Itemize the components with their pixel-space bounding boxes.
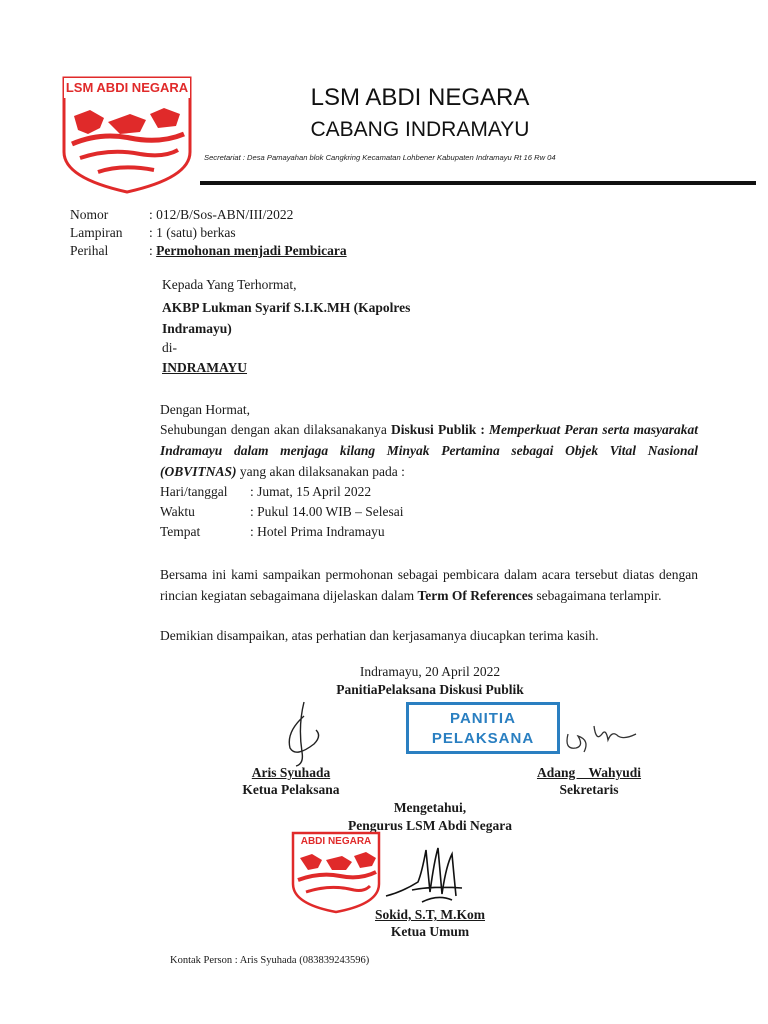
nomor-value: : 012/B/Sos-ABN/III/2022: [149, 207, 294, 222]
schedule-date-label: Hari/tanggal: [160, 484, 228, 499]
paragraph-event: [160, 419, 698, 482]
lampiran-value: : 1 (satu) berkas: [149, 225, 236, 240]
recipient-di: di-: [162, 340, 177, 355]
signer2-role: Sekretaris: [559, 782, 619, 797]
par2-tail: sebagaimana terlampir.: [532, 588, 662, 603]
chair-role: Ketua Umum: [390, 924, 470, 939]
recipient-city: INDRAMAYU: [162, 360, 248, 375]
secretariat-address: Secretariat : Desa Pamayahan blok Cangkring Kecamatan Lohbener Kabupaten Indramayu Rt 16 Rw 04: [204, 153, 556, 162]
contact-person: Kontak Person : Aris Syuhada (083839243596): [170, 955, 370, 966]
signature-aris: [268, 696, 338, 770]
signature-sokid: [382, 842, 466, 908]
nomor-label: Nomor: [70, 207, 109, 222]
perihal-value: Permohonan menjadi Pembicara: [156, 243, 347, 258]
salutation-line: Kepada Yang Terhormat,: [162, 277, 297, 292]
logo-text: LSM ABDI NEGARA: [65, 80, 189, 95]
par1-tail: yang akan dilaksanakan pada :: [236, 464, 405, 479]
chair-name: Sokid, S.T, M.Kom: [374, 907, 486, 922]
perihal-colon: :: [149, 243, 157, 258]
signer2-name: Adang Wahyudi: [536, 765, 642, 780]
paragraph-request: [160, 564, 698, 606]
organization-logo: [60, 74, 194, 194]
par1-event-label: Diskusi Publik :: [391, 422, 490, 437]
committee-title: PanitiaPelaksana Diskusi Publik: [336, 682, 524, 697]
place-date: Indramayu, 20 April 2022: [359, 664, 501, 679]
par1-lead: Sehubungan dengan akan dilaksanakanya: [160, 422, 392, 437]
schedule-date-value: : Jumat, 15 April 2022: [250, 484, 372, 499]
schedule-place-value: : Hotel Prima Indramayu: [250, 524, 385, 539]
perihal-label: Perihal: [70, 243, 109, 258]
board-logo: [290, 830, 382, 914]
committee-stamp: [406, 702, 560, 754]
organization-name: LSM ABDI NEGARA: [310, 84, 530, 111]
par1-event-title: Memperkuat Peran serta masyarakat Indramayu dalam menjaga kilang Minyak Pertamina sebagai Objek Vital Nasional (OBVITNAS): [160, 422, 698, 479]
signer1-name: Aris Syuhada: [251, 765, 331, 780]
signer1-role: Ketua Pelaksana: [242, 782, 340, 797]
paragraph-closing: Demikian disampaikan, atas perhatian dan kerjasamanya diucapkan terima kasih.: [160, 628, 599, 643]
schedule-time-label: Waktu: [160, 504, 195, 519]
acknowledged-label: Mengetahui,: [393, 800, 467, 815]
signature-adang: [562, 712, 642, 758]
organization-branch: CABANG INDRAMAYU: [310, 118, 530, 141]
perihal-row: [149, 243, 347, 259]
board-label: Pengurus LSM Abdi Negara: [348, 818, 512, 833]
par2-lead: Bersama ini kami sampaikan permohonan sebagai pembicara dalam acara tersebut diatas dengan rincian kegiatan sebagaimana dijelaskan dalam: [160, 567, 698, 603]
stamp-line-1: PANITIA: [450, 710, 516, 727]
schedule-place-label: Tempat: [160, 524, 201, 539]
lampiran-label: Lampiran: [70, 225, 123, 240]
stamp-line-2: PELAKSANA: [431, 730, 535, 747]
header-divider: [200, 181, 756, 185]
opening-greeting: Dengan Hormat,: [160, 402, 250, 417]
par2-tor: Term Of References: [417, 588, 533, 603]
schedule-time-value: : Pukul 14.00 WIB – Selesai: [250, 504, 404, 519]
small-logo-text: ABDI NEGARA: [300, 836, 372, 847]
recipient-name: AKBP Lukman Syarif S.I.K.MH (Kapolres Indramayu): [162, 300, 411, 336]
